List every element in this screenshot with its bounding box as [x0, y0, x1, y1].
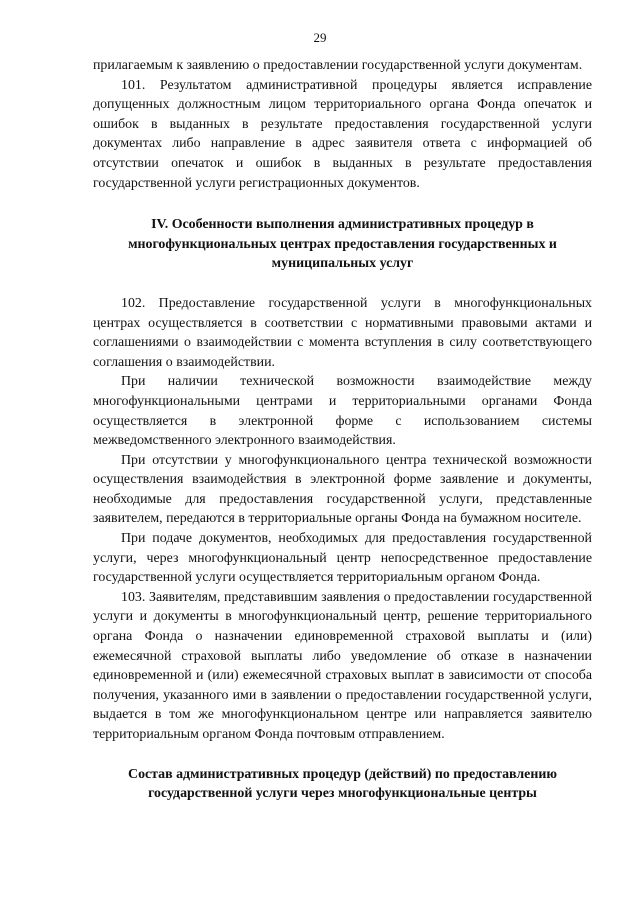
paragraph-102-submission: При подаче документов, необходимых для предоставления государственной услуги, через многофункциональный центр непосредственное предоставление государственной услуги осуществляется территориальным органом Фонда. — [93, 531, 592, 586]
subsection-heading-composition: Состав административных процедур (действий) по предоставлению государственной услуги через многофункциональные центры — [128, 766, 557, 802]
paragraph-102: 102. Предоставление государственной услуги в многофункциональных центрах осуществляется в соответствии с нормативными правовыми актами и соглашениями о взаимодействии с момента вступления в силу соответствующего соглашения о взаимодействии. — [93, 295, 592, 370]
page-number: 29 — [313, 30, 327, 45]
paragraph-101: 101. Результатом административной процедуры является исправление допущенных должностным лицом территориального органа Фонда опечаток и ошибок в выданных в результате предоставления государственной услуги документах либо направление в адрес заявителя ответа с информацией об отсутствии опечаток и ошибок в выданных в результате предоставления государственной услуги регистрационных документов. — [93, 77, 592, 191]
paragraph-102-technical: При наличии технической возможности взаимодействие между многофункциональными центрами и территориальными органами Фонда осуществляется в электронной форме с использованием системы межведомственного электронного взаимодействия. — [93, 374, 592, 449]
paragraph-103: 103. Заявителям, представившим заявления о предоставлении государственной услуги и документы в многофункциональный центр, решение территориального органа Фонда о назначении единовременной страховой выплаты и (или) ежемесячной страховой выплаты либо уведомление об отказе в назначении единовременной и (или) ежемесячной страховых выплат в зависимости от способа получения, указанного ими в заявлении о предоставлении государственной услуги, выдается в том же многофункциональном центре или направляется заявителю территориальным органом Фонда почтовым отправлением. — [93, 589, 592, 742]
section-heading-iv: IV. Особенности выполнения административных процедур в многофункциональных центрах предоставления государственных и муниципальных услуг — [128, 217, 557, 272]
paragraph-continuation: прилагаемым к заявлению о предоставлении государственной услуги документам. — [93, 58, 583, 73]
document-body — [93, 56, 592, 804]
paragraph-102-absence: При отсутствии у многофункционального центра технической возможности осуществления взаимодействия в электронной форме заявление и документы, необходимые для предоставления государственной услуги, представленные заявителем, передаются в территориальные органы Фонда на бумажном носителе. — [93, 452, 592, 527]
